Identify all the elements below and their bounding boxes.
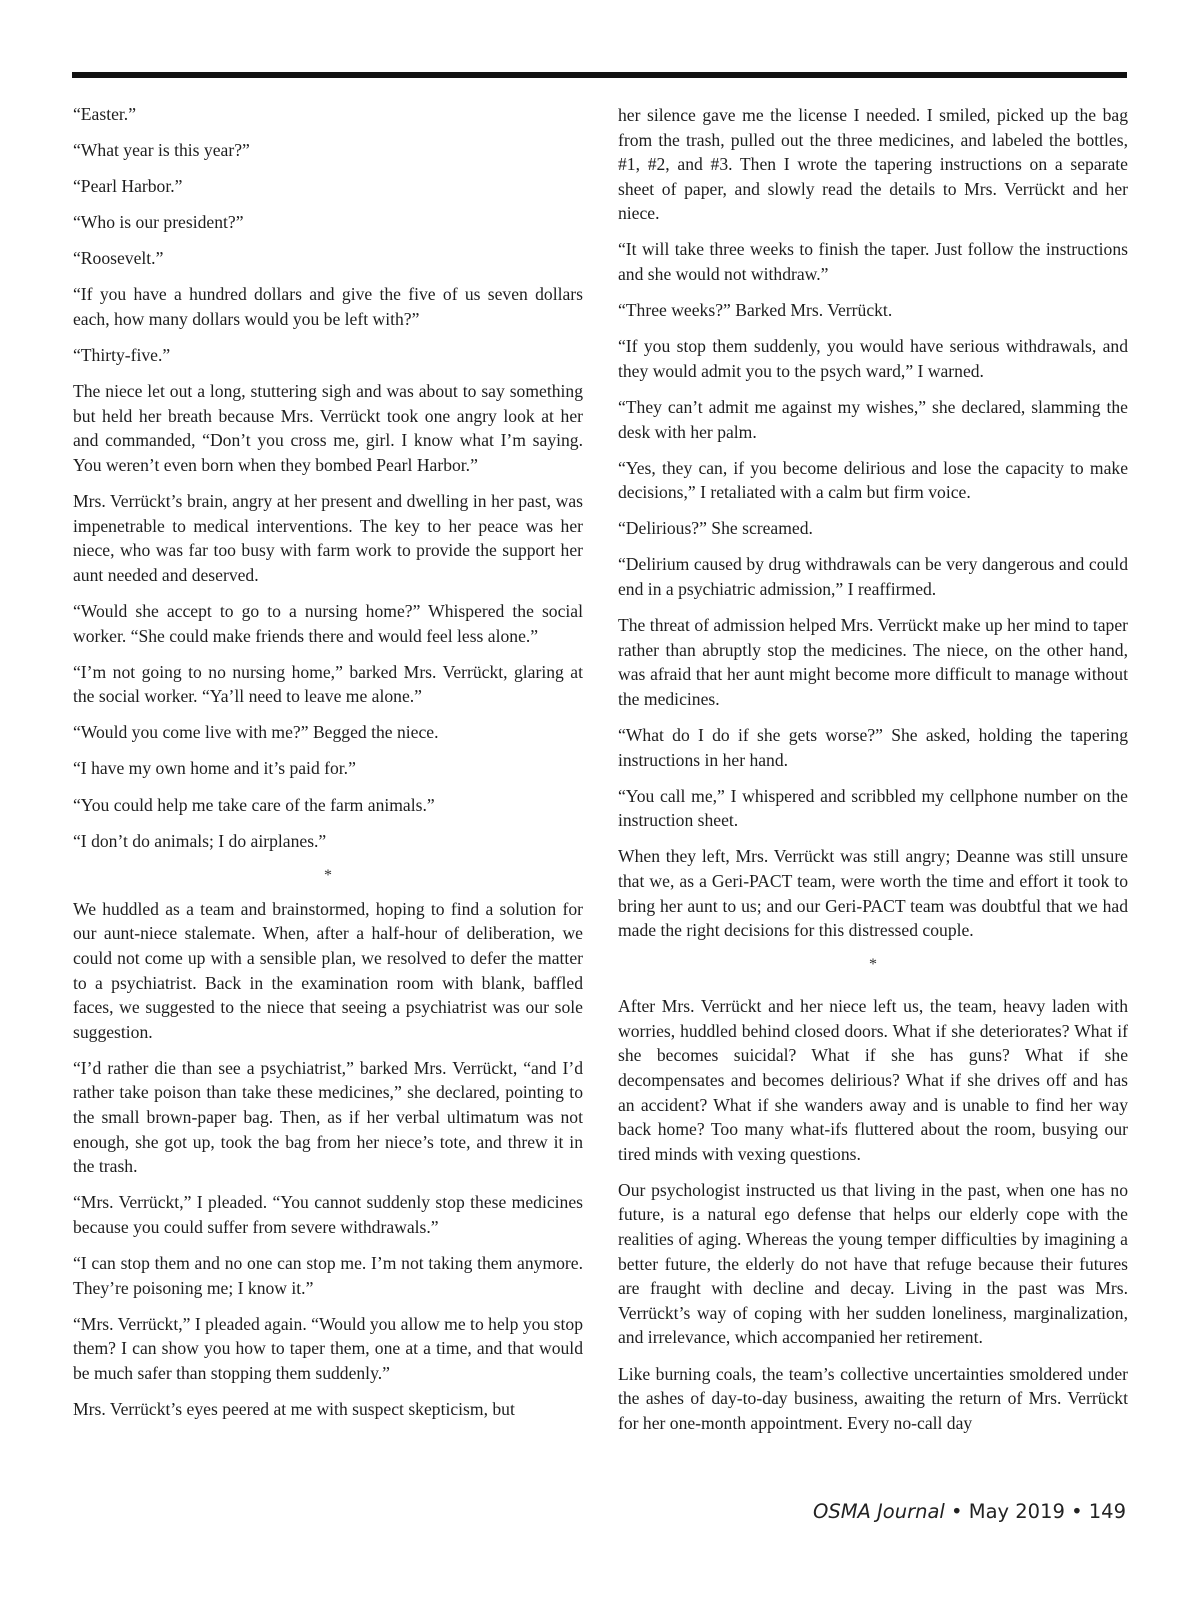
paragraph: “Three weeks?” Barked Mrs. Verrückt. xyxy=(618,300,893,321)
paragraph: “I’d rather die than see a psychiatrist,” barked Mrs. Verrückt, “and I’d rather take poison than take these medicines,” she declared, pointing to the small brown-paper bag. Then, as if her verbal ultimatum was not enough, she got up, took the bag from her niece’s tote, and threw it in the trash. xyxy=(73,1057,583,1177)
issue-and-page-number: • May 2019 • 149 xyxy=(944,1500,1126,1523)
paragraph: “Roosevelt.” xyxy=(73,248,164,269)
paragraph: “Who is our president?” xyxy=(73,212,244,233)
paragraph: “Pearl Harbor.” xyxy=(73,176,183,197)
paragraph: “I can stop them and no one can stop me. I’m not taking them anymore. They’re poisoning me; I know it.” xyxy=(73,1252,583,1298)
journal-name: OSMA Journal xyxy=(812,1500,945,1523)
section-separator: * xyxy=(324,866,332,884)
paragraph: “Mrs. Verrückt,” I pleaded again. “Would you allow me to help you stop them? I can show you how to taper them, one at a time, and that would be much safer than stopping them suddenly.” xyxy=(73,1313,583,1383)
paragraph: Our psychologist instructed us that living in the past, when one has no future, is a natural ego defense that helps our elderly cope with the realities of aging. Whereas the young temper difficulties by imagining a better future, the elderly do not have that refuge because their futures are fraught with decline and decay. Living in the past was Mrs. Verrückt’s way of coping with her sudden loneliness, marginalization, and irrelevance, which accompanied her retirement. xyxy=(618,1179,1128,1348)
paragraph: “What do I do if she gets worse?” She asked, holding the tapering instructions in her hand. xyxy=(618,724,1128,770)
paragraph: Mrs. Verrückt’s eyes peered at me with suspect skepticism, but xyxy=(73,1398,515,1419)
right-column xyxy=(618,103,1128,1447)
paragraph: “If you stop them suddenly, you would have serious withdrawals, and they would admit you to the psych ward,” I warned. xyxy=(618,336,1128,381)
paragraph: The niece let out a long, stuttering sigh and was about to say something but held her breath because Mrs. Verrückt took one angry look at her and commanded, “Don’t you cross me, girl. I know what I’m saying. You weren’t even born when they bombed Pearl Harbor.” xyxy=(73,381,583,476)
paragraph: “I have my own home and it’s paid for.” xyxy=(73,758,356,779)
paragraph: “Mrs. Verrückt,” I pleaded. “You cannot suddenly stop these medicines because you could suffer from severe withdrawals.” xyxy=(73,1192,583,1237)
paragraph: “Thirty-five.” xyxy=(73,345,171,366)
paragraph: We huddled as a team and brainstormed, hoping to find a solution for our aunt-niece stalemate. When, after a half-hour of deliberation, we could not come up with a sensible plan, we resolved to defer the matter to a psychiatrist. Back in the examination room with blank, baffled faces, we suggested to the niece that seeing a psychiatrist was our sole suggestion. xyxy=(73,898,583,1042)
paragraph: “Yes, they can, if you become delirious and lose the capacity to make decisions,” I retaliated with a calm but firm voice. xyxy=(618,457,1128,503)
paragraph: “I’m not going to no nursing home,” barked Mrs. Verrückt, glaring at the social worker. “Ya’ll need to leave me alone.” xyxy=(73,661,583,707)
paragraph: “You call me,” I whispered and scribbled my cellphone number on the instruction sheet. xyxy=(618,785,1128,831)
paragraph: After Mrs. Verrückt and her niece left us, the team, heavy laden with worries, huddled behind closed doors. What if she deteriorates? What if she becomes suicidal? What if she has guns? What if she decompensates and becomes delirious? What if she drives off and has an accident? What if she wanders away and is unable to find her way back home? Too many what-ifs fluttered about the room, busying our tired minds with vexing questions. xyxy=(618,996,1128,1164)
paragraph: her silence gave me the license I needed. I smiled, picked up the bag from the trash, pulled out the three medicines, and labeled the bottles, #1, #2, and #3. Then I wrote the tapering instructions on a separate sheet of paper, and slowly read the details to Mrs. Verrückt and her niece. xyxy=(618,105,1128,224)
left-column xyxy=(73,102,583,1433)
paragraph: “It will take three weeks to finish the taper. Just follow the instructions and she would not withdraw.” xyxy=(618,239,1128,285)
paragraph: The threat of admission helped Mrs. Verrückt make up her mind to taper rather than abruptly stop the medicines. The niece, on the other hand, was afraid that her aunt might become more difficult to manage without the medicines. xyxy=(618,615,1128,709)
paragraph: “They can’t admit me against my wishes,” she declared, slamming the desk with her palm. xyxy=(618,396,1128,442)
paragraph: Mrs. Verrückt’s brain, angry at her present and dwelling in her past, was impenetrable to medical interventions. The key to her peace was her niece, who was far too busy with farm work to provide the support her aunt needed and deserved. xyxy=(73,491,583,585)
paragraph: “Delirious?” She screamed. xyxy=(618,518,813,539)
paragraph: When they left, Mrs. Verrückt was still angry; Deanne was still unsure that we, as a Geri-PACT team, were worth the time and effort it took to bring her aunt to us; and our Geri-PACT team was doubtful that we had made the right decisions for this distressed couple. xyxy=(618,846,1128,941)
paragraph: “You could help me take care of the farm animals.” xyxy=(73,794,435,815)
page-footer xyxy=(813,1500,1126,1523)
top-rule xyxy=(72,72,1127,78)
section-separator: * xyxy=(869,956,877,974)
paragraph: “I don’t do animals; I do airplanes.” xyxy=(73,830,327,851)
paragraph: Like burning coals, the team’s collective uncertainties smoldered under the ashes of day-to-day business, awaiting the return of Mrs. Verrückt for her one-month appointment. Every no-call day xyxy=(618,1363,1128,1433)
paragraph: “Would you come live with me?” Begged the niece. xyxy=(73,722,439,743)
paragraph: “Delirium caused by drug withdrawals can be very dangerous and could end in a psychiatric admission,” I reaffirmed. xyxy=(618,554,1128,599)
paragraph: “If you have a hundred dollars and give the five of us seven dollars each, how many dollars would you be left with?” xyxy=(73,284,583,330)
paragraph: “Easter.” xyxy=(73,104,137,124)
paragraph: “Would she accept to go to a nursing home?” Whispered the social worker. “She could make friends there and would feel less alone.” xyxy=(73,601,583,646)
paragraph: “What year is this year?” xyxy=(73,140,250,161)
